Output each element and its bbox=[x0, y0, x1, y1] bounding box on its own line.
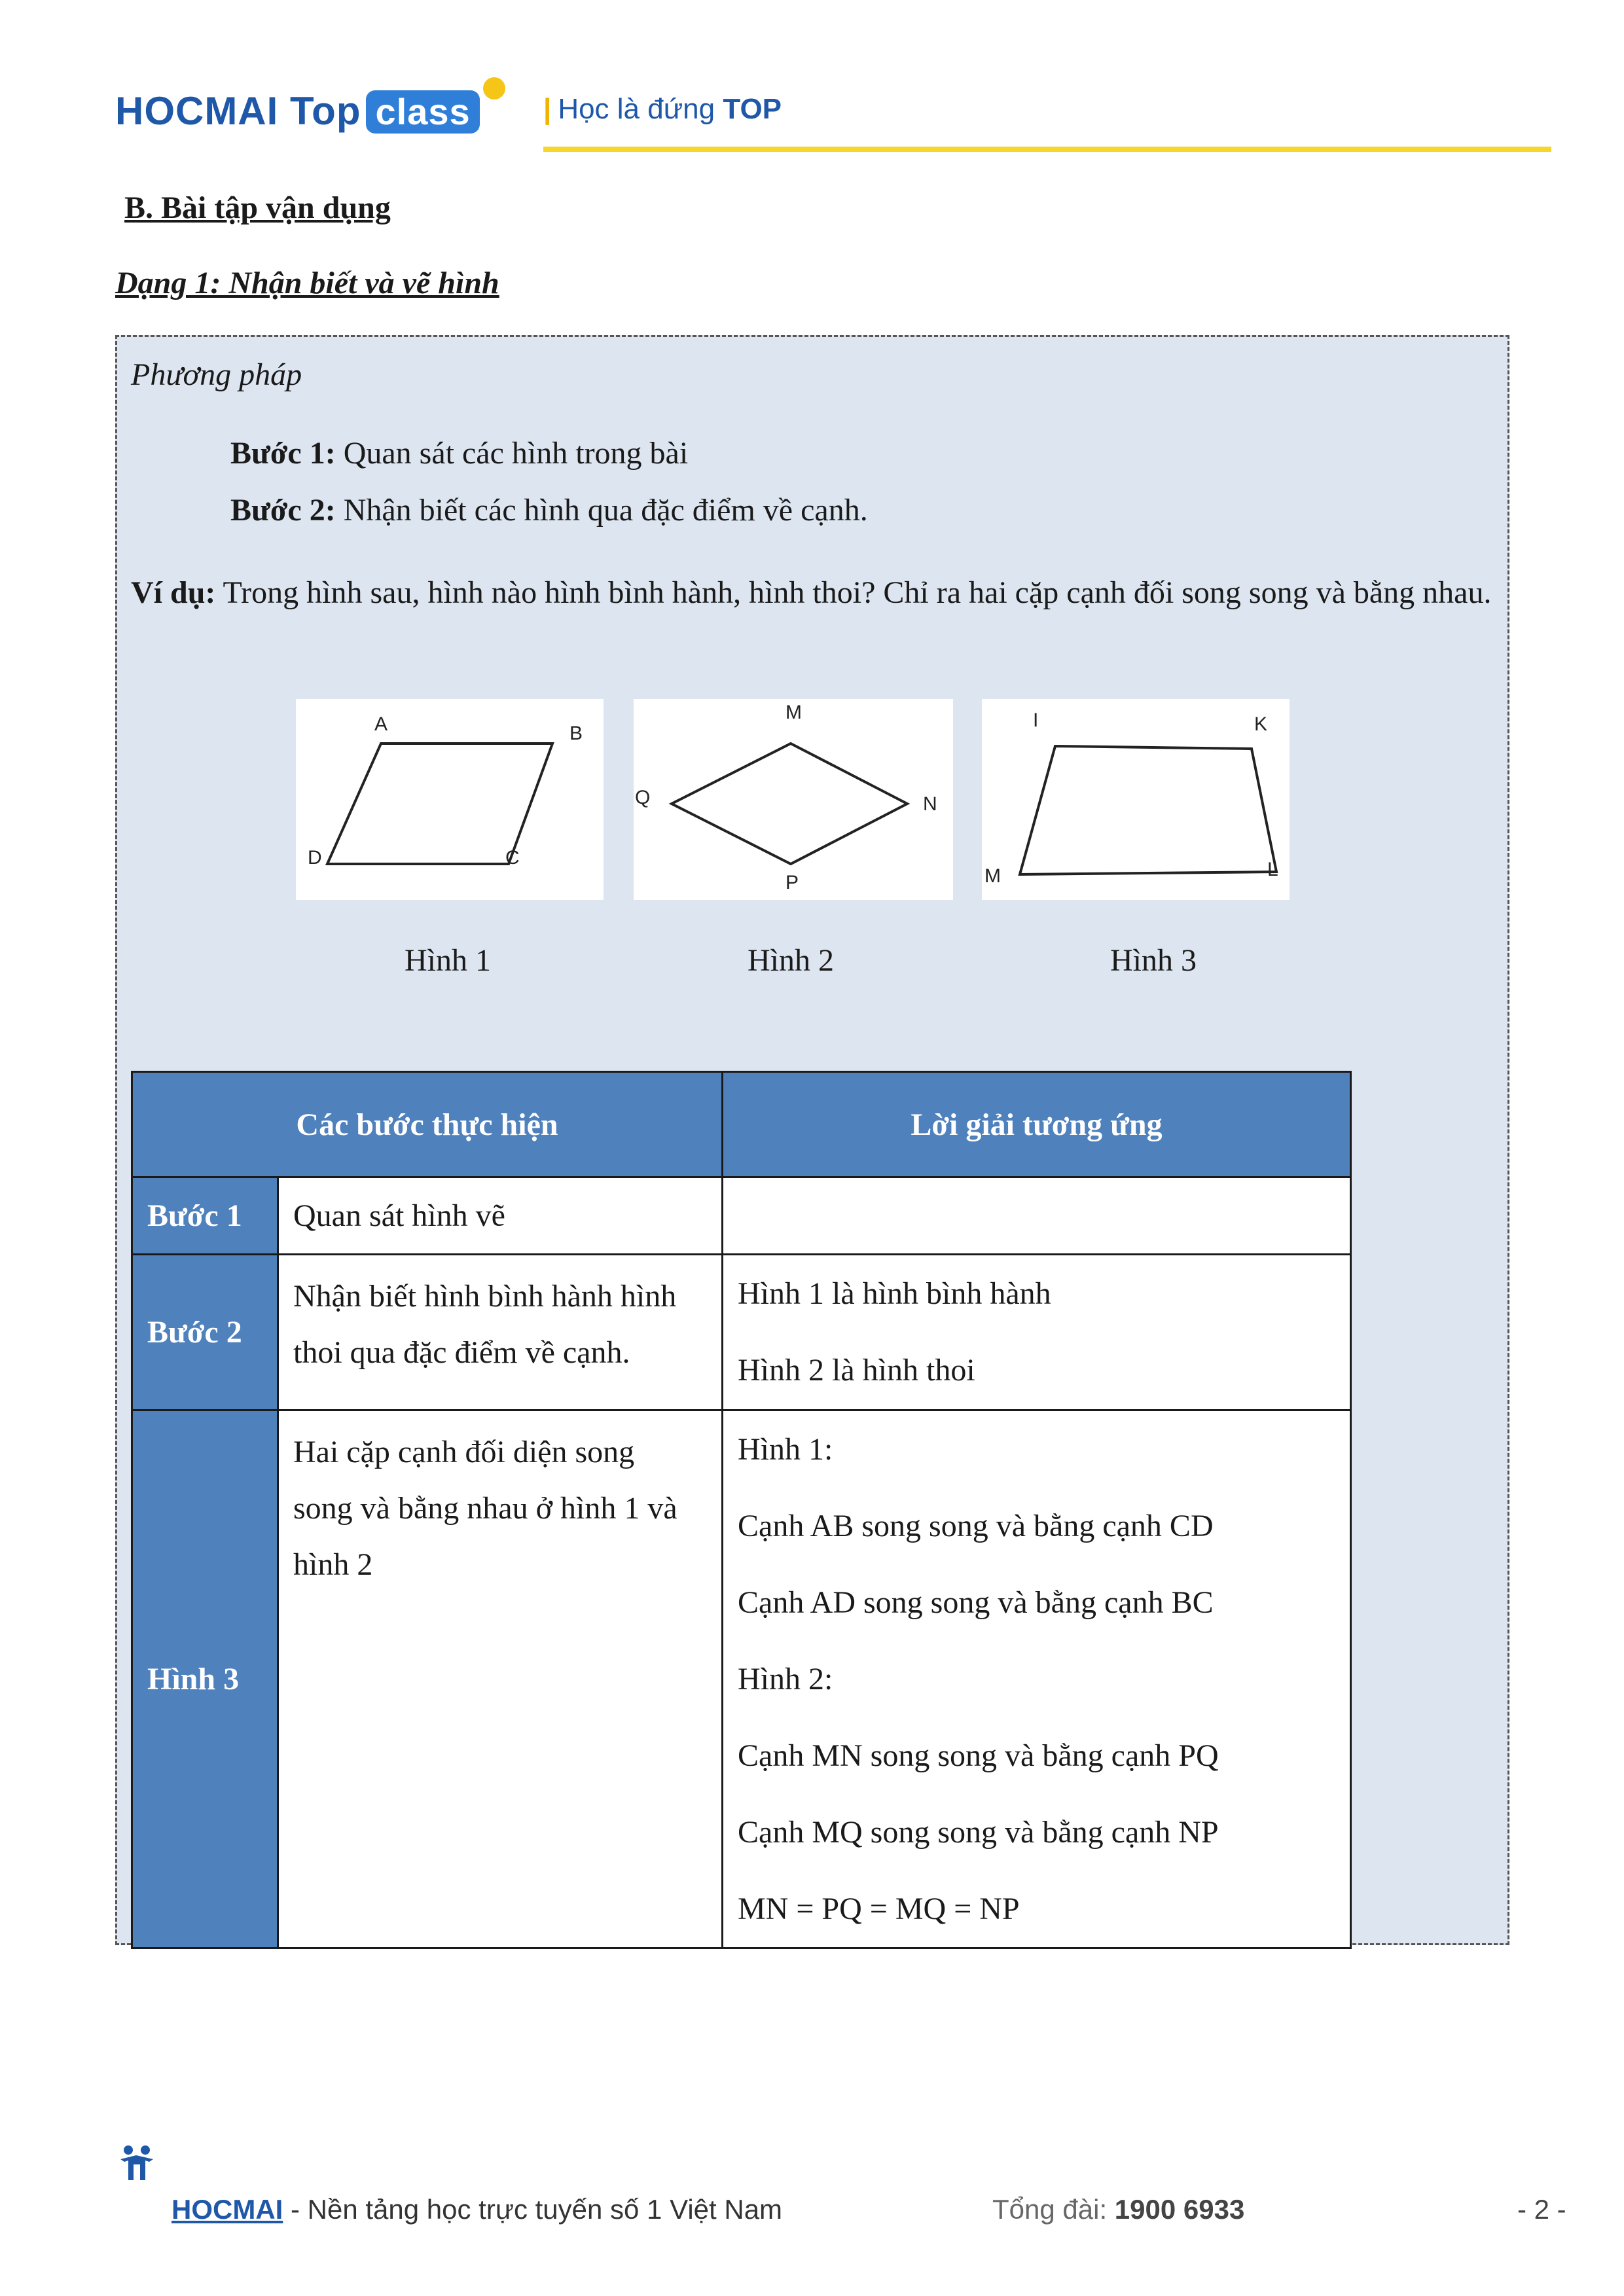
solution-line: Cạnh MQ song song và bằng cạnh NP bbox=[738, 1815, 1219, 1850]
step-line: song và bằng nhau ở hình 1 và bbox=[293, 1491, 677, 1526]
hocmai-topclass-logo bbox=[115, 88, 480, 134]
table-row bbox=[132, 1177, 1351, 1255]
table-row bbox=[132, 1255, 1351, 1410]
figure-1-caption: Hình 1 bbox=[405, 943, 491, 978]
header-solution: Lời giải tương ứng bbox=[723, 1072, 1351, 1177]
figure-1-parallelogram bbox=[296, 699, 604, 900]
example-text bbox=[131, 564, 1492, 622]
label-q: Q bbox=[635, 787, 651, 808]
solution-line: Cạnh AB song song và bằng cạnh CD bbox=[738, 1509, 1214, 1543]
solution-line: Hình 1 là hình bình hành bbox=[738, 1276, 1051, 1311]
parallelogram-abcd bbox=[327, 744, 552, 864]
solution-line: Hình 2: bbox=[738, 1662, 833, 1696]
row-label: Bước 1 bbox=[132, 1177, 278, 1255]
step-line: Nhận biết hình bình hành hình bbox=[293, 1279, 677, 1314]
logo-badge: class bbox=[366, 90, 479, 134]
step2-text: Nhận biết các hình qua đặc điểm về cạnh. bbox=[335, 493, 868, 528]
footer-brand-link[interactable]: HOCMAI bbox=[171, 2194, 283, 2225]
label-a: A bbox=[374, 713, 388, 735]
label-c: C bbox=[505, 847, 520, 869]
logo-text: HOCMAI Top bbox=[115, 89, 361, 133]
method-step-2 bbox=[230, 492, 868, 528]
solution-line: MN = PQ = MQ = NP bbox=[738, 1892, 1020, 1926]
rhombus-mnpq bbox=[672, 744, 907, 864]
step1-text: Quan sát các hình trong bài bbox=[335, 436, 689, 471]
logo-star-icon bbox=[483, 77, 505, 99]
hotline-label: Tổng đài: bbox=[992, 2194, 1115, 2225]
page-number: - 2 - bbox=[1517, 2194, 1566, 2225]
figure-2-caption: Hình 2 bbox=[748, 943, 834, 978]
row-label: Bước 2 bbox=[132, 1255, 278, 1410]
label-d: D bbox=[308, 847, 322, 869]
figure-3-trapezoid bbox=[982, 699, 1290, 900]
label-p: P bbox=[785, 872, 799, 893]
label-i: I bbox=[1033, 709, 1039, 731]
slogan-bar: | bbox=[543, 93, 552, 125]
solution-line: Cạnh MN song song và bằng cạnh PQ bbox=[738, 1738, 1219, 1773]
method-step-1 bbox=[230, 435, 688, 471]
row-solution bbox=[723, 1255, 1351, 1410]
label-m: M bbox=[785, 702, 802, 723]
table-header-row bbox=[132, 1072, 1351, 1177]
hotline-number: 1900 6933 bbox=[1114, 2194, 1245, 2225]
row-label: Hình 3 bbox=[132, 1410, 278, 1948]
slogan-text: Học là đứng bbox=[558, 93, 715, 125]
example-body: Trong hình sau, hình nào hình bình hành, hình thoi? Chỉ ra hai cặp cạnh đối song song và bằng nhau. bbox=[215, 575, 1492, 610]
figure-3-caption: Hình 3 bbox=[1110, 943, 1197, 978]
header-slogan bbox=[543, 93, 782, 126]
header-divider bbox=[543, 147, 1551, 152]
section-title: B. Bài tập vận dụng bbox=[124, 190, 391, 225]
step-line: Hai cặp cạnh đối diện song bbox=[293, 1435, 635, 1469]
row-solution bbox=[723, 1410, 1351, 1948]
quadrilateral-iklm bbox=[1020, 746, 1276, 874]
step-line: Quan sát hình vẽ bbox=[293, 1198, 505, 1233]
solution-line: Hình 1: bbox=[738, 1432, 833, 1467]
step1-label: Bước 1: bbox=[230, 436, 336, 471]
label-n: N bbox=[923, 793, 937, 815]
step-line: hình 2 bbox=[293, 1547, 373, 1582]
label-l: L bbox=[1267, 859, 1278, 880]
step-line: thoi qua đặc điểm về cạnh. bbox=[293, 1335, 630, 1370]
footer-hotline bbox=[992, 2194, 1244, 2225]
example-label: Ví dụ: bbox=[131, 575, 216, 610]
footer-tagline-text: - Nền tảng học trực tuyến số 1 Việt Nam bbox=[283, 2194, 783, 2225]
subsection-title: Dạng 1: Nhận biết và vẽ hình bbox=[115, 266, 499, 300]
label-m3: M bbox=[984, 865, 1001, 887]
row-step bbox=[278, 1410, 723, 1948]
row-solution bbox=[723, 1177, 1351, 1255]
footer-tagline bbox=[171, 2194, 782, 2225]
row-step bbox=[278, 1255, 723, 1410]
solution-table bbox=[131, 1071, 1352, 1949]
label-k: K bbox=[1254, 713, 1268, 735]
header-steps: Các bước thực hiện bbox=[132, 1072, 723, 1177]
method-title: Phương pháp bbox=[131, 357, 302, 392]
label-b: B bbox=[569, 723, 583, 744]
figure-2-rhombus bbox=[634, 699, 953, 900]
row-step bbox=[278, 1177, 723, 1255]
slogan-bold: TOP bbox=[723, 93, 782, 125]
solution-line: Cạnh AD song song và bằng cạnh BC bbox=[738, 1585, 1214, 1620]
step2-label: Bước 2: bbox=[230, 493, 336, 528]
hocmai-footer-icon bbox=[117, 2142, 157, 2183]
solution-line: Hình 2 là hình thoi bbox=[738, 1353, 975, 1388]
table-row bbox=[132, 1410, 1351, 1948]
